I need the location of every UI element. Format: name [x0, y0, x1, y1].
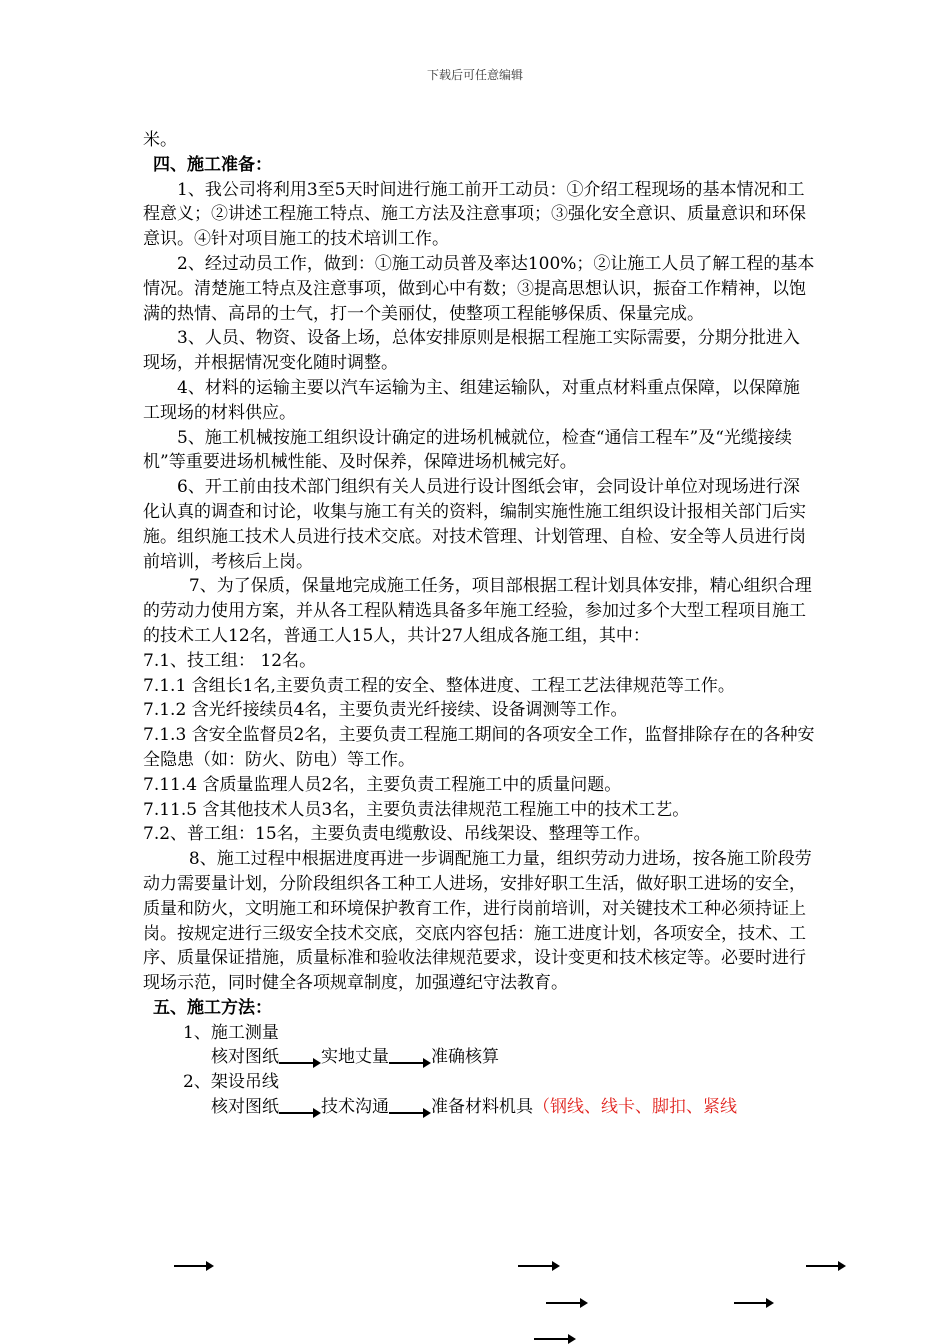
section-heading-4: 四、施工准备： — [153, 154, 272, 175]
arrow-icon — [518, 1265, 558, 1267]
paragraph-2: 2、经过动员工作，做到：①施工动员普及率达100%；②让施工人员了解工程的基本情况。清楚施工特点及注意事项，做到心中有数；③提高思想认识，振奋工作精神，以饱满的热情、高昂的士气，打一个美丽仗，使整项工程能够保质、保量完成。 — [143, 253, 815, 324]
flow-step: 核对图纸 — [211, 1047, 279, 1068]
flow-arrow — [389, 1048, 431, 1068]
arrow-icon — [734, 1302, 772, 1304]
method-2-flow — [143, 1095, 815, 1120]
flow-arrow — [279, 1098, 321, 1118]
arrow-icon — [806, 1265, 844, 1267]
flow-arrow — [389, 1098, 431, 1118]
materials-note: （钢线、线卡、脚扣、紧线 — [533, 1097, 737, 1118]
paragraph-3: 3、人员、物资、设备上场，总体安排原则是根据工程施工实际需要，分期分批进入现场，并根据情况变化随时调整。 — [143, 328, 800, 374]
flow-step: 准确核算 — [431, 1047, 499, 1068]
paragraph-1: 1、我公司将利用3至5天时间进行施工前开工动员：①介绍工程现场的基本情况和工程意义；②讲述工程施工特点、施工方法及注意事项；③强化安全意识、质量意识和环保意识。④针对项目施工的技术培训工作。 — [143, 179, 806, 250]
item-7-1-3: 7.1.3 含安全监督员2名，主要负责工程施工期间的各项安全工作，监督排除存在的各种安全隐患（如：防火、防电）等工作。 — [143, 725, 815, 770]
flow-arrow — [279, 1048, 321, 1068]
paragraph-4: 4、材料的运输主要以汽车运输为主、组建运输队，对重点材料重点保障，以保障施工现场的材料供应。 — [143, 377, 800, 423]
paragraph-7: 7、为了保质，保量地完成施工任务，项目部根据工程计划具体安排，精心组织合理的劳动力使用方案，并从各工程队精选具备多年施工经验，参加过多个大型工程项目施工的技术工人12名，普通工人15人，共计27人组成各施工组，其中： — [143, 576, 812, 646]
flow-step: 核对图纸 — [211, 1097, 279, 1118]
paragraph-8: 8、施工过程中根据进度再进一步调配施工力量，组织劳动力进场，按各施工阶段劳动力需要量计划，分阶段组织各工种工人进场，安排好职工生活，做好职工进场的安全，质量和防火，文明施工和环境保护教育工作，进行岗前培训，对关键技术工种必须持证上岗。按规定进行三级安全技术交底，交底内容包括：施工进度计划，各项安全，技术、工序、质量保证措施，质量标准和验收法律规范要求，设计变更和技术核定等。必要时进行现场示范，同时健全各项规章制度，加强遵纪守法教育。 — [143, 849, 812, 994]
page-header: 下载后可任意编辑 — [426, 68, 523, 82]
paragraph-5: 5、施工机械按施工组织设计确定的进场机械就位，检查“通信工程车”及“光缆接续机”等重要进场机械性能、及时保养，保障进场机械完好。 — [143, 427, 792, 473]
item-7-11-4: 7.11.4 含质量监理人员2名，主要负责工程施工中的质量问题。 — [143, 774, 622, 795]
text-line: 米。 — [143, 130, 177, 150]
flow-step: 准备材料机具 — [431, 1097, 533, 1118]
arrow-icon — [534, 1338, 574, 1340]
method-2-title: 2、架设吊线 — [183, 1072, 279, 1093]
arrow-icon — [546, 1302, 586, 1304]
section-heading-5: 五、施工方法： — [153, 997, 272, 1018]
arrow-icon — [174, 1265, 212, 1267]
method-1-title: 1、施工测量 — [183, 1022, 279, 1043]
item-7-1-2: 7.1.2 含光纤接续员4名，主要负责光纤接续、设备调测等工作。 — [143, 700, 628, 721]
flow-step: 实地丈量 — [321, 1047, 389, 1068]
item-7-1: 7.1、技工组： 12名。 — [143, 650, 317, 671]
document-body — [143, 128, 815, 1120]
flow-step: 技术沟通 — [321, 1097, 389, 1118]
item-7-11-5: 7.11.5 含其他技术人员3名，主要负责法律规范工程施工中的技术工艺。 — [143, 799, 690, 820]
item-7-2: 7.2、普工组：15名，主要负责电缆敷设、吊线架设、整理等工作。 — [143, 824, 651, 845]
method-1-flow — [143, 1045, 815, 1070]
paragraph-6: 6、开工前由技术部门组织有关人员进行设计图纸会审，会同设计单位对现场进行深化认真的调查和讨论，收集与施工有关的资料，编制实施性施工组织设计报相关部门后实施。组织施工技术人员进行技术交底。对技术管理、计划管理、自检、安全等人员进行岗前培训，考核后上岗。 — [143, 477, 806, 572]
item-7-1-1: 7.1.1 含组长1名,主要负责工程的安全、整体进度、工程工艺法律规范等工作。 — [143, 675, 735, 696]
